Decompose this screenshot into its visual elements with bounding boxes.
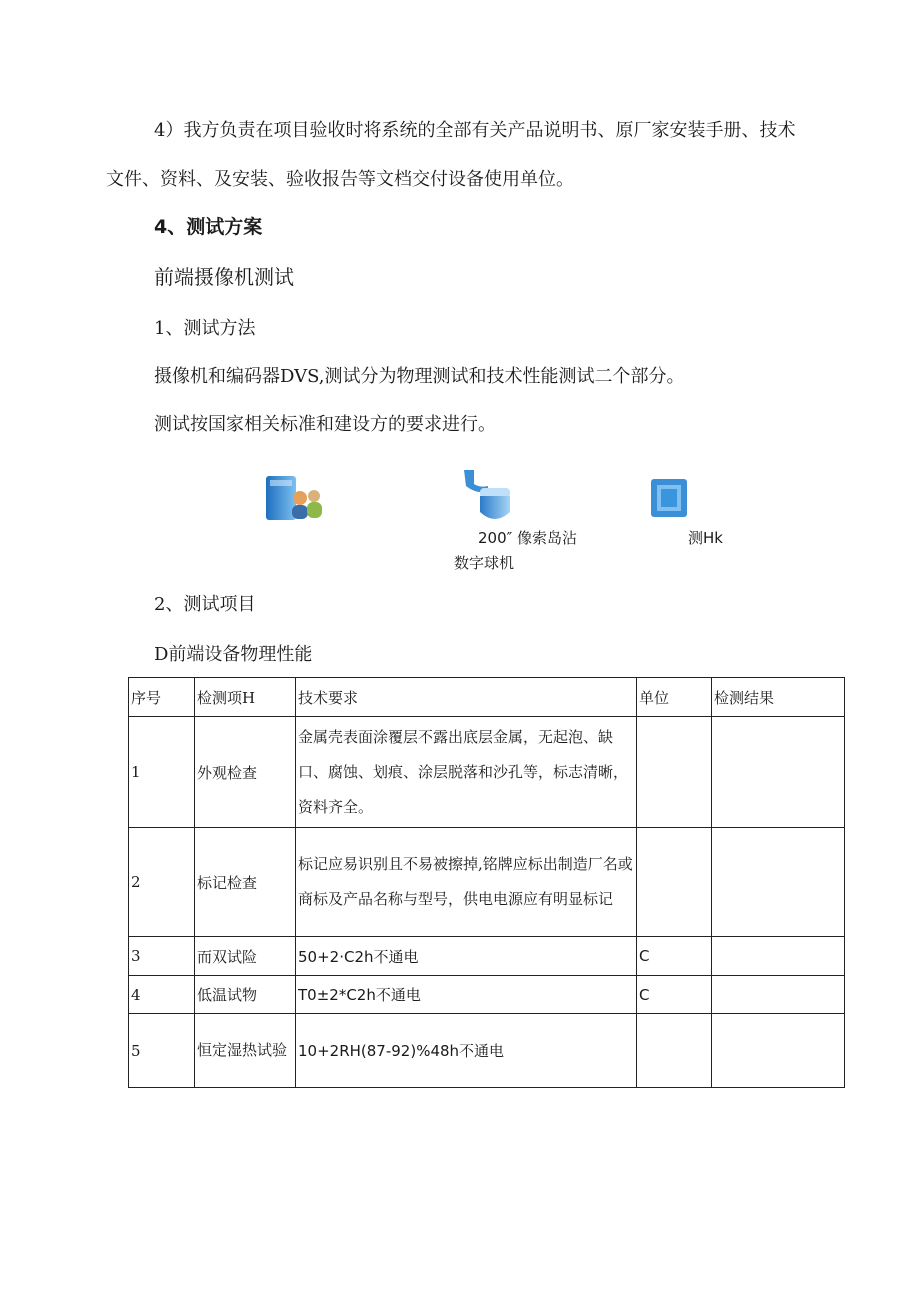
cell-unit xyxy=(637,1014,712,1088)
header-item: 检测项H xyxy=(195,678,296,717)
table-row xyxy=(129,828,845,937)
section-title: 4、测试方案 xyxy=(154,216,263,238)
cell-no: 2 xyxy=(129,828,195,937)
cell-item: 标记检查 xyxy=(195,828,296,937)
cell-result xyxy=(712,717,845,828)
cell-unit: C xyxy=(637,937,712,976)
cell-requirement: 50+2·C2h不通电 xyxy=(296,937,637,976)
cell-item: 而双试险 xyxy=(195,937,296,976)
cell-no: 1 xyxy=(129,717,195,828)
cell-requirement: 10+2RH(87-92)%48h不通电 xyxy=(296,1014,637,1088)
table-row xyxy=(129,717,845,828)
method-heading: 1、测试方法 xyxy=(154,318,256,339)
server-users-icon xyxy=(264,472,326,528)
cell-unit: C xyxy=(637,976,712,1014)
cell-result xyxy=(712,937,845,976)
table-header-row xyxy=(129,678,845,717)
cell-requirement: T0±2*C2h不通电 xyxy=(296,976,637,1014)
header-requirement: 技术要求 xyxy=(296,678,637,717)
cell-result xyxy=(712,976,845,1014)
table-row xyxy=(129,976,845,1014)
table-row xyxy=(129,937,845,976)
cell-no: 4 xyxy=(129,976,195,1014)
cell-requirement: 金属壳表面涂覆层不露出底层金属，无起泡、缺口、腐蚀、划痕、涂层脱落和沙孔等，标志清晰，资料齐全。 xyxy=(296,717,637,828)
figure-caption-b: 数字球机 xyxy=(454,554,515,572)
header-unit: 单位 xyxy=(637,678,712,717)
subsection-title: 前端摄像机测试 xyxy=(154,265,294,289)
cell-item: 恒定湿热试验 xyxy=(195,1014,296,1088)
method-text-2: 测试按国家相关标准和建设方的要求进行。 xyxy=(154,414,496,435)
dome-camera-icon xyxy=(458,466,518,534)
header-no: 序号 xyxy=(129,678,195,717)
cell-result xyxy=(712,1014,845,1088)
cell-result xyxy=(712,828,845,937)
method-text-1: 摄像机和编码器DVS,测试分为物理测试和技术性能测试二个部分。 xyxy=(154,366,685,387)
items-heading: 2、测试项目 xyxy=(154,594,256,615)
cell-no: 3 xyxy=(129,937,195,976)
physical-heading: D前端设备物理性能 xyxy=(154,644,313,665)
delivery-paragraph-line1: 4）我方负责在项目验收时将系统的全部有关产品说明书、原厂家安装手册、技术 xyxy=(154,120,796,141)
cell-requirement: 标记应易识别且不易被擦掉,铭牌应标出制造厂名或商标及产品名称与型号，供电电源应有明显标记 xyxy=(296,828,637,937)
delivery-paragraph-line2: 文件、资料、及安装、验收报告等文档交付设备使用单位。 xyxy=(106,169,574,190)
cell-unit xyxy=(637,828,712,937)
cell-item: 低温试物 xyxy=(195,976,296,1014)
cell-no: 5 xyxy=(129,1014,195,1088)
figure-caption-c: 测Hk xyxy=(688,529,723,547)
figure-caption-a: 200″ 像索岛沾 xyxy=(478,529,578,547)
cell-unit xyxy=(637,717,712,828)
header-result: 检测结果 xyxy=(712,678,845,717)
physical-test-table xyxy=(128,677,845,1088)
square-device-icon xyxy=(650,478,688,522)
cell-item: 外观检查 xyxy=(195,717,296,828)
table-row xyxy=(129,1014,845,1088)
